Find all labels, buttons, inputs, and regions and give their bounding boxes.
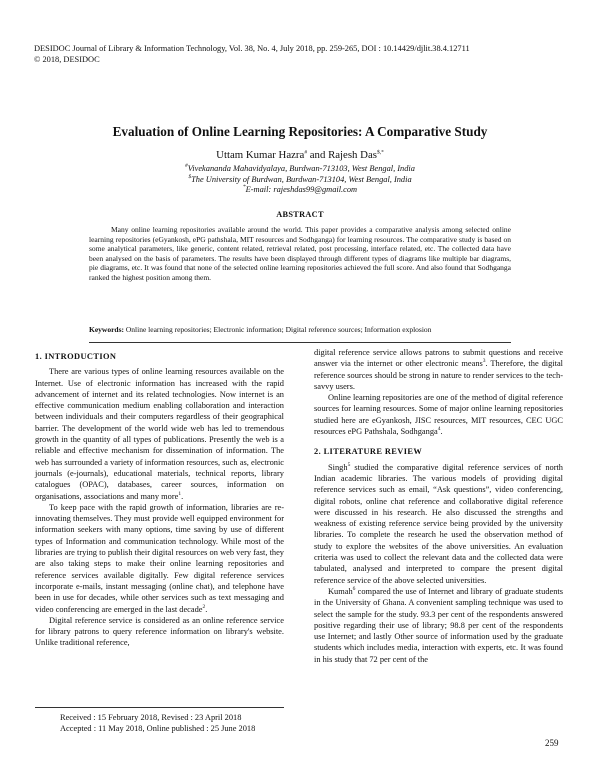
received-date: Received : 15 February 2018, Revised : 23 April 2018 (60, 713, 242, 722)
author-1-mark: # (304, 149, 308, 156)
corresponding-email: *E-mail: rajeshdas99@gmail.com (242, 184, 358, 194)
right-column (314, 347, 563, 665)
keywords-text: Online learning repositories; Electronic information; Digital reference sources; Information explosion (124, 325, 432, 334)
section-1-heading: 1. INTRODUCTION (35, 352, 117, 361)
keywords (89, 325, 511, 335)
author-line (0, 149, 600, 161)
journal-header (34, 43, 574, 65)
journal-citation: DESIDOC Journal of Library & Information Technology, Vol. 38, No. 4, July 2018, pp. 259-265, DOI : 10.14429/djlit.38.4.12711 (34, 44, 470, 53)
author-conjunction: and (307, 149, 329, 161)
accepted-date: Accepted : 11 May 2018, Online published : 25 June 2018 (60, 724, 256, 733)
author-1: Uttam Kumar Hazra (216, 149, 305, 161)
abstract-heading: ABSTRACT (276, 210, 324, 219)
publication-dates (60, 712, 255, 734)
left-column (35, 347, 284, 649)
intro-paragraph-2: To keep pace with the rapid growth of information, libraries are re-innovating themselves. They must provide well equipped environment for information seekers with many options, time saving by use of different types of Information and communication technology. While most of the libraries are trying to publish their digital resources on web very fast, they are also taking steps to make their online learning repositories and reference services available digitally. Few digital reference services incorporate e-mails, instant messaging (online chat), and telephone have been in use for decades, while other services such as text messaging and video conferencing are emerged in the last decade$^2$. (35, 502, 284, 614)
abstract-text: Many online learning repositories available around the world. This paper provides a comparative analysis among selected online learning repositories (eGyankosh, ePG pathshala, MIT resources and Sodhganga) for learning resources. The comparative study is based on some analytical parameters, like generic, content related, retrieval related, post processing, interface related, etc. The collected data have been analysed on the basis of parameters. The results have been displayed through different types of diagrams like multiple bar diagrams, pie diagrams, etc. It was found that none of the selected online learning repositories achieved the full score. And also found that Sodhganga ranked the highest position among them. (89, 225, 511, 282)
keywords-label: Keywords: (89, 325, 124, 334)
copyright-line: © 2018, DESIDOC (34, 55, 100, 64)
paper-title: Evaluation of Online Learning Repositories: A Comparative Study (112, 124, 488, 139)
author-2-mark: $,* (376, 149, 384, 156)
review-paragraph-2: Kumah$^6$ compared the use of Internet and library of graduate students in the University of Ghana. A convenient sampling technique was used to select the sample for the study. 93.3 per cent of the respondents answered positive regarding their use of library; 98.8 per cent of the respondents use Internet; and lastly Other source of information used by the graduate students which includes media, interaction with experts, etc. It was found in his study that 72 per cent of the (314, 586, 563, 664)
page-number: 259 (545, 738, 559, 748)
intro-paragraph-3: Digital reference service is considered as an online reference service for library patrons to query reference information on library's website. Unlike traditional reference, (35, 615, 284, 648)
footnote-divider (35, 707, 284, 708)
affiliation-1: #Vivekananda Mahavidyalaya, Burdwan-713103, West Bengal, India (185, 163, 415, 173)
review-paragraph-1: Singh$^5$ studied the comparative digital reference services of north Indian academic libraries. The various models of providing digital reference services such as email, “Ask questions”, video conferencing, digital robots, online chat reference and collaborative digital reference were discussed in his research. He also discussed the strengths and weakness of existing reference service being provided by the university libraries. To complete the research he used the observation method of study to explore the websites of the above universities. An evaluation criteria was used to collect the relevant data and the collected data were tabulated, analysed and interpreted to compare the present digital reference service of the above selected universities. (314, 461, 563, 585)
author-2: Rajesh Das (328, 149, 377, 161)
affiliation-2: $The University of Burdwan, Burdwan-713104, West Bengal, India (188, 173, 412, 184)
intro-paragraph-3-continued: digital reference service allows patrons to submit questions and receive answer via the internet or other electronic means$^3$. Therefore, the digital reference sources should be strong in nature to render services to the tech-savvy users. (314, 348, 563, 391)
section-2-heading: 2. LITERATURE REVIEW (314, 447, 423, 457)
intro-paragraph-1: There are various types of online learning resources available on the Internet. Use of electronic information has increased with the rapid advancement of internet and its related technologies. Now internet is an effective communication medium enabling collaboration and interaction between individuals and their computers regardless of their geographical barrier. The development of the world wide web has led to tremendous growth in the quantity of all types of publications. Presently the web is a reliable and effective mechanism for dissemination of information. The web has surrounded a variety of information resources, such as, electronic journals (e-journals), educational materials, technical reports, library catalogues (OPAC), databases, career sources, information on organisations, associations and many more$^1$. (35, 367, 284, 501)
intro-paragraph-4: Online learning repositories are one of the method of digital reference sources for learning resources. Some of major online learning repositories studied here are eGyankosh, JISC resources, MIT resources, CEC UGC resources ePG Pathshala, Sodhganga$^4$. (314, 393, 563, 437)
abstract-divider (89, 342, 511, 343)
affiliations (0, 164, 600, 196)
